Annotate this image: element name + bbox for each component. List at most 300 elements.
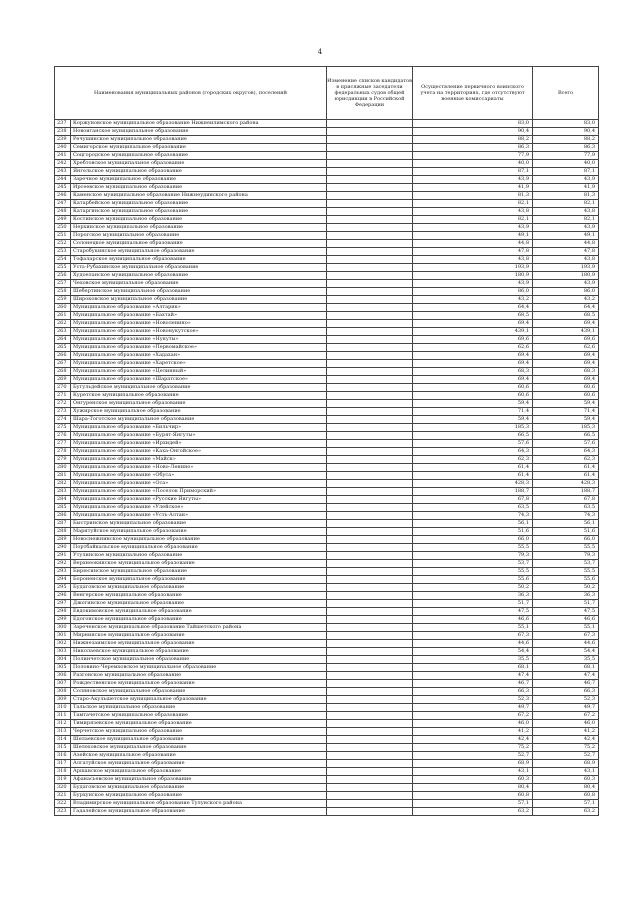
row-number: 308	[55, 688, 71, 696]
row-military-value: 43,9	[413, 280, 533, 288]
row-military-value: 59,4	[413, 416, 533, 424]
row-number: 249	[55, 216, 71, 224]
row-number: 243	[55, 168, 71, 176]
row-number: 285	[55, 504, 71, 512]
row-name: Муниципальное образование «Нукуты»	[71, 336, 327, 344]
row-total-value: 68,1	[533, 664, 599, 672]
row-name: Азейское муниципальное образование	[71, 752, 327, 760]
row-jurors-value	[327, 624, 413, 632]
table-row	[55, 464, 599, 472]
row-military-value: 55,6	[413, 576, 533, 584]
row-name: Семигорское муниципальное образование	[71, 144, 327, 152]
row-military-value: 86,3	[413, 144, 533, 152]
row-military-value: 67,2	[413, 712, 533, 720]
row-jurors-value	[327, 160, 413, 168]
row-military-value: 69,6	[413, 336, 533, 344]
row-jurors-value	[327, 520, 413, 528]
row-name: Верхнеокинское муниципальное образование	[71, 560, 327, 568]
row-jurors-value	[327, 168, 413, 176]
row-name: Куретское муниципальное образование	[71, 392, 327, 400]
row-jurors-value	[327, 136, 413, 144]
row-jurors-value	[327, 464, 413, 472]
row-number: 299	[55, 616, 71, 624]
row-jurors-value	[327, 128, 413, 136]
row-name: Муниципальное образование «Алтарик»	[71, 304, 327, 312]
row-number: 294	[55, 576, 71, 584]
row-number: 263	[55, 328, 71, 336]
row-military-value: 90,4	[413, 128, 533, 136]
row-total-value: 86,0	[533, 288, 599, 296]
table-row	[55, 176, 599, 184]
row-number: 322	[55, 800, 71, 808]
row-name: Утулинское муниципальное образование	[71, 552, 327, 560]
row-name: Муниципальное образование «Обуса»	[71, 472, 327, 480]
row-jurors-value	[327, 504, 413, 512]
row-total-value: 60,8	[533, 792, 599, 800]
row-number: 301	[55, 632, 71, 640]
row-jurors-value	[327, 672, 413, 680]
row-number: 261	[55, 312, 71, 320]
row-military-value: 52,7	[413, 752, 533, 760]
row-jurors-value	[327, 192, 413, 200]
table-row	[55, 536, 599, 544]
row-number: 256	[55, 272, 71, 280]
row-jurors-value	[327, 352, 413, 360]
table-row	[55, 272, 599, 280]
table-row	[55, 360, 599, 368]
row-military-value: 82,1	[413, 216, 533, 224]
table-row	[55, 200, 599, 208]
row-total-value: 40,0	[533, 160, 599, 168]
row-jurors-value	[327, 432, 413, 440]
row-number: 253	[55, 248, 71, 256]
table-row	[55, 776, 599, 784]
row-jurors-value	[327, 400, 413, 408]
row-name: Новоиганское муниципальное образование	[71, 128, 327, 136]
table-row	[55, 232, 599, 240]
table-row	[55, 320, 599, 328]
row-number: 244	[55, 176, 71, 184]
row-jurors-value	[327, 216, 413, 224]
row-name: Тофаларское муниципальное образование	[71, 256, 327, 264]
table-row	[55, 472, 599, 480]
row-jurors-value	[327, 344, 413, 352]
row-military-value: 67,8	[413, 496, 533, 504]
table-row	[55, 328, 599, 336]
row-military-value: 60,8	[413, 792, 533, 800]
row-total-value: 82,1	[533, 200, 599, 208]
row-name: Муниципальное образование «Новоленино»	[71, 320, 327, 328]
row-name: Тимирязевское муниципальное образование	[71, 720, 327, 728]
table-row	[55, 552, 599, 560]
row-total-value: 54,4	[533, 648, 599, 656]
row-jurors-value	[327, 496, 413, 504]
row-number: 273	[55, 408, 71, 416]
row-jurors-value	[327, 144, 413, 152]
row-jurors-value	[327, 152, 413, 160]
row-number: 312	[55, 720, 71, 728]
row-jurors-value	[327, 648, 413, 656]
row-jurors-value	[327, 424, 413, 432]
row-number: 317	[55, 760, 71, 768]
row-jurors-value	[327, 480, 413, 488]
row-number: 280	[55, 464, 71, 472]
table-row	[55, 736, 599, 744]
row-military-value: 68,9	[413, 760, 533, 768]
row-jurors-value	[327, 392, 413, 400]
row-number: 282	[55, 480, 71, 488]
row-military-value: 46,7	[413, 680, 533, 688]
table-row	[55, 288, 599, 296]
row-name: Будаговское муниципальное образование	[71, 784, 327, 792]
row-name: Заречное муниципальное образование	[71, 176, 327, 184]
row-military-value: 52,3	[413, 696, 533, 704]
table-row	[55, 384, 599, 392]
row-name: Шебертинское муниципальное образование	[71, 288, 327, 296]
row-military-value: 439,1	[413, 328, 533, 336]
row-jurors-value	[327, 440, 413, 448]
table-row	[55, 800, 599, 808]
row-jurors-value	[327, 336, 413, 344]
row-jurors-value	[327, 288, 413, 296]
row-number: 278	[55, 448, 71, 456]
row-jurors-value	[327, 224, 413, 232]
row-name: Чеховское муниципальное образование	[71, 280, 327, 288]
row-number: 274	[55, 416, 71, 424]
row-number: 313	[55, 728, 71, 736]
row-name: Нерхинское муниципальное образование	[71, 224, 327, 232]
row-name: Муниципальное образование «Первомайское»	[71, 344, 327, 352]
row-jurors-value	[327, 472, 413, 480]
row-military-value: 71,4	[413, 408, 533, 416]
row-total-value: 57,6	[533, 440, 599, 448]
row-number: 252	[55, 240, 71, 248]
row-military-value: 46,6	[413, 616, 533, 624]
row-military-value: 60,3	[413, 776, 533, 784]
row-jurors-value	[327, 120, 413, 128]
row-total-value: 53,7	[533, 560, 599, 568]
row-number: 296	[55, 592, 71, 600]
table-row	[55, 224, 599, 232]
row-jurors-value	[327, 200, 413, 208]
row-total-value: 60,6	[533, 392, 599, 400]
row-name: Николаевское муниципальное образование	[71, 648, 327, 656]
header-military-registration: Осуществление первичного воинского учета на территориях, где отсутствуют военные комиссариаты	[413, 67, 533, 120]
row-total-value: 41,2	[533, 728, 599, 736]
row-jurors-value	[327, 632, 413, 640]
table-row	[55, 688, 599, 696]
row-military-value: 61,4	[413, 464, 533, 472]
table-row	[55, 152, 599, 160]
header-name: Наименования муниципальных районов (городских округов), поселений	[55, 67, 327, 120]
row-name: Будаговское муниципальное образование	[71, 584, 327, 592]
row-total-value: 47,5	[533, 608, 599, 616]
row-jurors-value	[327, 184, 413, 192]
row-name: Владимирское муниципальное образование Тулунского района	[71, 800, 327, 808]
row-jurors-value	[327, 376, 413, 384]
row-military-value: 43,9	[413, 224, 533, 232]
row-jurors-value	[327, 304, 413, 312]
row-number: 270	[55, 384, 71, 392]
row-total-value: 52,3	[533, 696, 599, 704]
table-body	[55, 120, 599, 816]
row-total-value: 80,4	[533, 784, 599, 792]
row-total-value: 90,4	[533, 128, 599, 136]
row-military-value: 74,3	[413, 512, 533, 520]
row-name: Каменское муниципальное образование Нижнеудинского района	[71, 192, 327, 200]
row-military-value: 86,0	[413, 288, 533, 296]
row-number: 257	[55, 280, 71, 288]
row-military-value: 43,8	[413, 208, 533, 216]
row-military-value: 193,9	[413, 264, 533, 272]
table-row	[55, 448, 599, 456]
row-jurors-value	[327, 760, 413, 768]
row-number: 279	[55, 456, 71, 464]
row-name: Едогонское муниципальное образование	[71, 616, 327, 624]
row-military-value: 77,9	[413, 152, 533, 160]
row-name: Коржуновское муниципальное образование Нижнеилимского района	[71, 120, 327, 128]
row-number: 306	[55, 672, 71, 680]
row-jurors-value	[327, 576, 413, 584]
row-number: 275	[55, 424, 71, 432]
row-name: Старо-Акульшетское муниципальное образование	[71, 696, 327, 704]
row-total-value: 43,2	[533, 296, 599, 304]
table-row	[55, 216, 599, 224]
row-number: 287	[55, 520, 71, 528]
row-total-value: 61,4	[533, 464, 599, 472]
table-row	[55, 296, 599, 304]
row-number: 271	[55, 392, 71, 400]
row-number: 311	[55, 712, 71, 720]
row-name: Хужирское муниципальное образование	[71, 408, 327, 416]
row-name: Муниципальное образование «Бильчир»	[71, 424, 327, 432]
row-total-value: 59,4	[533, 400, 599, 408]
row-military-value: 63,2	[413, 808, 533, 816]
row-total-value: 43,9	[533, 176, 599, 184]
table-row	[55, 808, 599, 816]
row-name: Алгатуйское муниципальное образование	[71, 760, 327, 768]
row-total-value: 81,3	[533, 192, 599, 200]
row-total-value: 77,9	[533, 152, 599, 160]
row-name: Муниципальное образование «Оса»	[71, 480, 327, 488]
row-name: Муниципальное образование «Майск»	[71, 456, 327, 464]
table-row	[55, 648, 599, 656]
table-row	[55, 568, 599, 576]
table-row	[55, 352, 599, 360]
row-total-value: 66,5	[533, 432, 599, 440]
row-total-value: 68,5	[533, 312, 599, 320]
row-number: 303	[55, 648, 71, 656]
row-total-value: 69,4	[533, 360, 599, 368]
row-number: 298	[55, 608, 71, 616]
table-row	[55, 440, 599, 448]
row-total-value: 180,9	[533, 272, 599, 280]
row-name: Зареченское муниципальное образование Тайшетского района	[71, 624, 327, 632]
row-military-value: 57,6	[413, 440, 533, 448]
row-name: Бурхунское муниципальное образование	[71, 792, 327, 800]
row-total-value: 56,1	[533, 520, 599, 528]
table-row	[55, 208, 599, 216]
row-military-value: 40,0	[413, 160, 533, 168]
table-row	[55, 144, 599, 152]
row-name: Нижнезаимское муниципальное образование	[71, 640, 327, 648]
table-row	[55, 304, 599, 312]
table-row	[55, 120, 599, 128]
row-name: Бугульдейское муниципальное образование	[71, 384, 327, 392]
row-number: 266	[55, 352, 71, 360]
row-number: 316	[55, 752, 71, 760]
row-number: 248	[55, 208, 71, 216]
row-name: Венгерское муниципальное образование	[71, 592, 327, 600]
table-row	[55, 128, 599, 136]
row-jurors-value	[327, 592, 413, 600]
row-number: 237	[55, 120, 71, 128]
row-total-value: 66,0	[533, 536, 599, 544]
row-jurors-value	[327, 736, 413, 744]
row-name: Муниципальное образование «Новонукутское»	[71, 328, 327, 336]
row-total-value: 44,8	[533, 240, 599, 248]
row-military-value: 51,6	[413, 528, 533, 536]
row-military-value: 36,3	[413, 592, 533, 600]
table-row	[55, 336, 599, 344]
row-name: Муниципальное образование «Хадахан»	[71, 352, 327, 360]
row-total-value: 35,5	[533, 656, 599, 664]
row-jurors-value	[327, 752, 413, 760]
row-total-value: 87,1	[533, 168, 599, 176]
table-row	[55, 240, 599, 248]
table-row	[55, 488, 599, 496]
row-name: Шелеховское муниципальное образование	[71, 744, 327, 752]
row-jurors-value	[327, 776, 413, 784]
row-jurors-value	[327, 784, 413, 792]
row-name: Новоснежнинское муниципальное образование	[71, 536, 327, 544]
row-name: Костинское муниципальное образование	[71, 216, 327, 224]
row-jurors-value	[327, 696, 413, 704]
row-number: 291	[55, 552, 71, 560]
row-number: 283	[55, 488, 71, 496]
row-military-value: 44,8	[413, 240, 533, 248]
table-row	[55, 712, 599, 720]
row-number: 260	[55, 304, 71, 312]
row-military-value: 180,9	[413, 272, 533, 280]
page-number: 4	[317, 48, 323, 56]
row-military-value: 42,4	[413, 736, 533, 744]
row-jurors-value	[327, 456, 413, 464]
row-name: Муниципальное образование «Бурят-Янгуты»	[71, 432, 327, 440]
row-military-value: 59,4	[413, 400, 533, 408]
row-jurors-value	[327, 264, 413, 272]
row-name: Катаргинское муниципальное образование	[71, 208, 327, 216]
row-number: 246	[55, 192, 71, 200]
row-number: 309	[55, 696, 71, 704]
row-military-value: 41,9	[413, 184, 533, 192]
table-row	[55, 160, 599, 168]
row-military-value: 64,3	[413, 448, 533, 456]
row-military-value: 83,0	[413, 120, 533, 128]
row-total-value: 67,2	[533, 712, 599, 720]
row-name: Портбайкальское муниципальное образование	[71, 544, 327, 552]
row-total-value: 41,9	[533, 184, 599, 192]
row-military-value: 188,7	[413, 488, 533, 496]
row-name: Мирнинское муниципальное образование	[71, 632, 327, 640]
table-row	[55, 608, 599, 616]
row-name: Быстринское муниципальное образование	[71, 520, 327, 528]
row-jurors-value	[327, 728, 413, 736]
table-row	[55, 192, 599, 200]
row-number: 269	[55, 376, 71, 384]
table-row	[55, 520, 599, 528]
row-total-value: 69,6	[533, 336, 599, 344]
row-military-value: 60,6	[413, 384, 533, 392]
row-name: Солонецкое муниципальное образование	[71, 240, 327, 248]
table-row	[55, 456, 599, 464]
row-military-value: 44,6	[413, 640, 533, 648]
table-row	[55, 656, 599, 664]
table-row	[55, 368, 599, 376]
row-total-value: 61,4	[533, 472, 599, 480]
row-jurors-value	[327, 248, 413, 256]
row-number: 251	[55, 232, 71, 240]
row-name: Шара-Тоготское муниципальное образование	[71, 416, 327, 424]
row-military-value: 55,1	[413, 624, 533, 632]
row-number: 284	[55, 496, 71, 504]
row-number: 318	[55, 768, 71, 776]
row-jurors-value	[327, 384, 413, 392]
row-number: 272	[55, 400, 71, 408]
row-name: Черчетское муниципальное образование	[71, 728, 327, 736]
row-military-value: 66,0	[413, 536, 533, 544]
row-jurors-value	[327, 544, 413, 552]
row-military-value: 47,4	[413, 672, 533, 680]
row-total-value: 60,6	[533, 384, 599, 392]
table-header-row	[55, 67, 599, 120]
row-jurors-value	[327, 688, 413, 696]
table-row	[55, 768, 599, 776]
row-jurors-value	[327, 176, 413, 184]
row-name: Тальское муниципальное образование	[71, 704, 327, 712]
row-name: Евдокимовское муниципальное образование	[71, 608, 327, 616]
row-jurors-value	[327, 448, 413, 456]
row-total-value: 44,6	[533, 640, 599, 648]
row-name: Рождественское муниципальное образование	[71, 680, 327, 688]
table-row	[55, 376, 599, 384]
row-name: Джогинское муниципальное образование	[71, 600, 327, 608]
row-military-value: 75,2	[413, 744, 533, 752]
table-row	[55, 312, 599, 320]
row-military-value: 55,5	[413, 544, 533, 552]
row-name: Муниципальное образование «Шаратское»	[71, 376, 327, 384]
row-jurors-value	[327, 280, 413, 288]
row-jurors-value	[327, 416, 413, 424]
row-number: 290	[55, 544, 71, 552]
table-row	[55, 672, 599, 680]
table-row	[55, 784, 599, 792]
row-total-value: 69,4	[533, 352, 599, 360]
row-number: 239	[55, 136, 71, 144]
row-name: Муниципальное образование «Бахтай»	[71, 312, 327, 320]
row-total-value: 51,7	[533, 600, 599, 608]
row-number: 292	[55, 560, 71, 568]
table-row	[55, 744, 599, 752]
table-row	[55, 408, 599, 416]
row-total-value: 428,3	[533, 480, 599, 488]
row-number: 258	[55, 288, 71, 296]
row-number: 242	[55, 160, 71, 168]
row-military-value: 47,5	[413, 608, 533, 616]
row-military-value: 68,3	[413, 368, 533, 376]
table-row	[55, 544, 599, 552]
table-row	[55, 584, 599, 592]
